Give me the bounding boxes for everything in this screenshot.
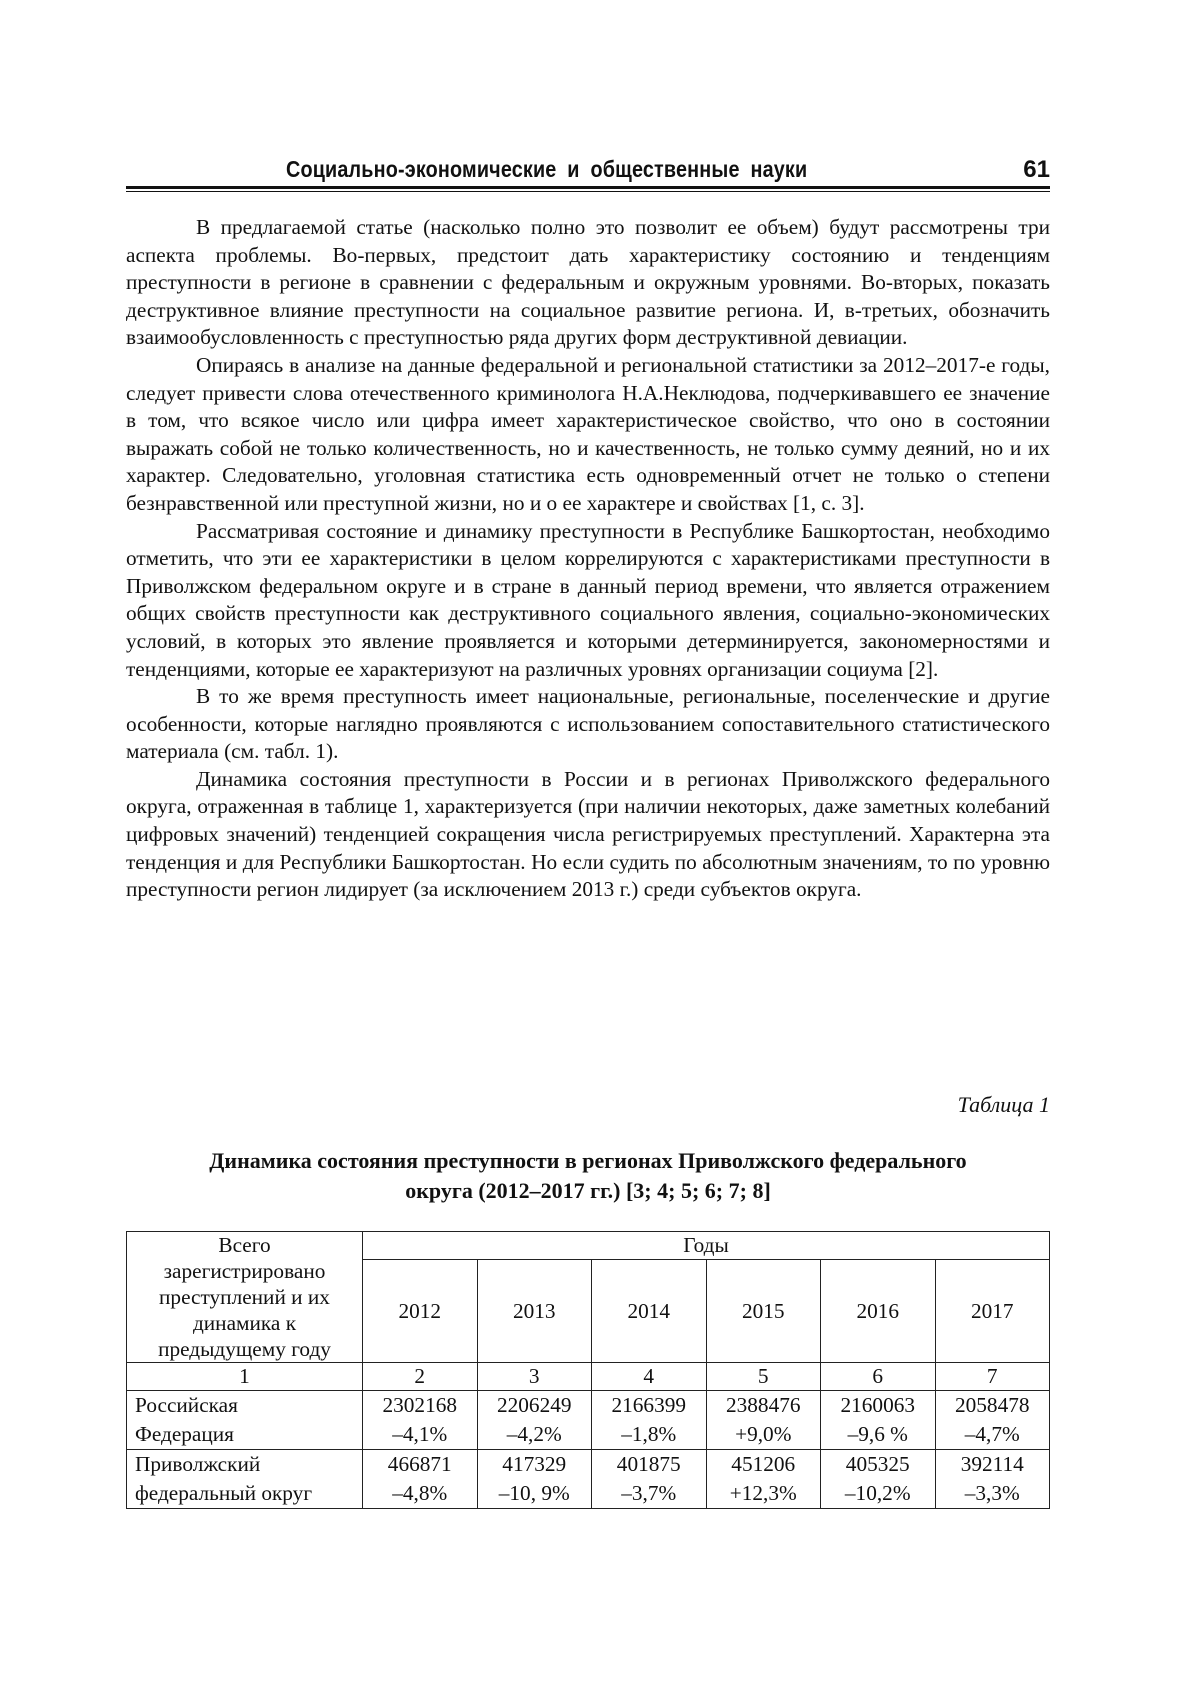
column-number-cell: 3 [477, 1363, 592, 1391]
table-title [126, 1146, 1050, 1206]
data-cell: 401875 –3,7% [592, 1450, 707, 1509]
row-label-cell: Приволжский федеральный округ [127, 1450, 363, 1509]
header-indicator-cell: Всего зарегистрировано преступлений и их динамика к предыдущему году [127, 1232, 363, 1363]
paragraph: Рассматривая состояние и динамику преступности в Республике Башкортостан, необходимо отметить, что эти ее характеристики в целом коррелируются с характеристиками преступности в Приволжском федеральном округе и в стране в данный период времени, что является отражением общих свойств преступности как деструктивного социального явления, социально-экономических условий, в которых это явление проявляется и которыми детерминируется, закономерностями и тенденциями, которые ее характеризуют на различных уровнях организации социума [2]. [126, 518, 1050, 681]
header-rule-thin [126, 191, 1050, 192]
year-cell: 2015 [706, 1260, 821, 1363]
column-number-cell: 2 [363, 1363, 478, 1391]
column-number-cell: 5 [706, 1363, 821, 1391]
page-number: 61 [1023, 156, 1050, 183]
year-cell: 2017 [935, 1260, 1050, 1363]
paragraph: В предлагаемой статье (насколько полно это позволит ее объем) будут рассмотрены три аспекта проблемы. Во-первых, предстоит дать характеристику состоянию и тенденциям преступности в регионе в сравнении с федеральным и окружным уровнями. Во-вторых, показать деструктивное влияние преступности на социальное развитие региона. И, в-третьих, обозначить взаимообусловленность с преступностью ряда других форм деструктивной девиации. [126, 215, 1050, 350]
paragraph: Динамика состояния преступности в России и в регионах Приволжского федерального округа, отраженная в таблице 1, характеризуется (при наличии некоторых, даже заметных колебаний цифровых значений) тенденцией сокращения числа регистрируемых преступлений. Характерна эта тенденция и для Республики Башкортостан. Но если судить по абсолютным значениям, то по уровню преступности регион лидирует (за исключением 2013 г.) среди субъектов округа. [126, 766, 1050, 902]
data-cell: 2206249 –4,2% [477, 1391, 592, 1450]
table-row [127, 1450, 1050, 1509]
table-header-row [127, 1232, 1050, 1260]
years-header-cell: Годы [363, 1232, 1050, 1260]
column-number-row [127, 1363, 1050, 1391]
table-caption: Таблица 1 [957, 1092, 1050, 1117]
article-body [126, 214, 1050, 904]
data-cell: 2302168 –4,1% [363, 1391, 478, 1450]
data-cell: 466871 –4,8% [363, 1450, 478, 1509]
year-cell: 2013 [477, 1260, 592, 1363]
table-row [127, 1391, 1050, 1450]
data-cell: 392114 –3,3% [935, 1450, 1050, 1509]
data-cell: 2166399 –1,8% [592, 1391, 707, 1450]
column-number-cell: 1 [127, 1363, 363, 1391]
header-rule-thick [126, 186, 1050, 189]
data-cell: 2058478 –4,7% [935, 1391, 1050, 1450]
table-title-line: округа (2012–2017 гг.) [3; 4; 5; 6; 7; 8] [405, 1178, 771, 1203]
paragraph: В то же время преступность имеет национальные, региональные, поселенческие и другие особенности, которые наглядно проявляются с использованием сопоставительного статистического материала (см. табл. 1). [126, 684, 1050, 764]
data-cell: 2160063 –9,6 % [821, 1391, 936, 1450]
data-cell: 2388476 +9,0% [706, 1391, 821, 1450]
running-header [126, 156, 1050, 186]
table-title-line: Динамика состояния преступности в регионах Приволжского федерального [209, 1148, 967, 1173]
data-cell: 405325 –10,2% [821, 1450, 936, 1509]
row-label-cell: Российская Федерация [127, 1391, 363, 1450]
paragraph: Опираясь в анализе на данные федеральной и региональной статистики за 2012–2017-е годы, следует привести слова отечественного криминолога Н.А.Неклюдова, подчеркивавшего ее значение в том, что всякое число или цифра имеет характеристическое свойство, что оно в состоянии выражать собой не только количественность, но и качественность, не только сумму деяний, но и их характер. Следовательно, уголовная статистика есть одновременный отчет не только о степени безнравственной или преступной жизни, но и о ее характере и свойствах [1, с. 3]. [126, 352, 1050, 515]
column-number-cell: 6 [821, 1363, 936, 1391]
column-number-cell: 4 [592, 1363, 707, 1391]
year-cell: 2016 [821, 1260, 936, 1363]
year-cell: 2014 [592, 1260, 707, 1363]
year-cell: 2012 [363, 1260, 478, 1363]
data-cell: 417329 –10, 9% [477, 1450, 592, 1509]
running-header-title: Социально-экономические и общественные науки [286, 156, 808, 182]
data-cell: 451206 +12,3% [706, 1450, 821, 1509]
column-number-cell: 7 [935, 1363, 1050, 1391]
crime-dynamics-table [126, 1231, 1050, 1509]
